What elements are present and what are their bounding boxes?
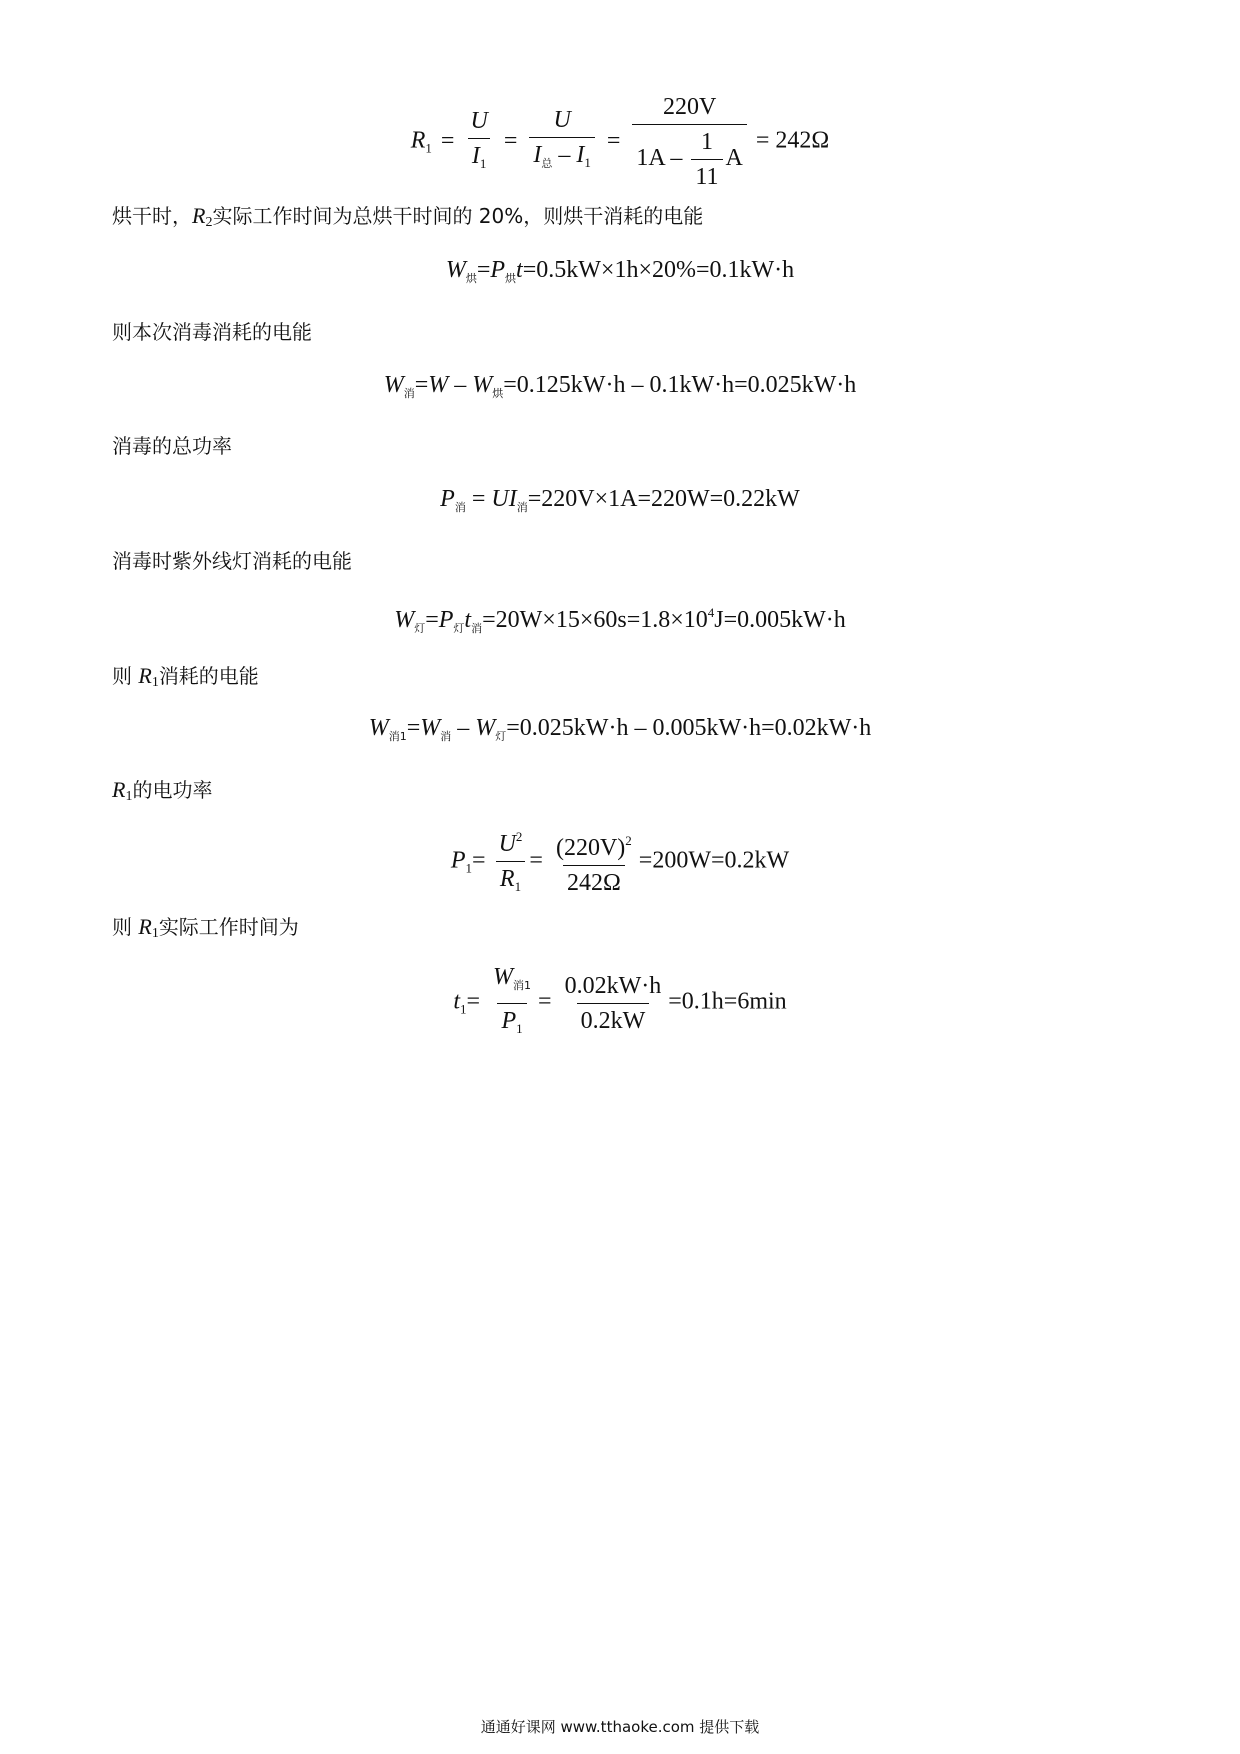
text-line-2: 则本次消毒消耗的电能 [112,320,312,344]
fraction-u-over-idiff: $\frac{U}{I_总 - I_1}$ [529,105,595,179]
fraction-energy-over-power: $\frac{0.02kW\cdot h}{0.2kW}$ [564,972,662,1034]
var-u: U [553,107,571,133]
text-line-6: $R_1$的电功率 [112,777,213,804]
denominator-a: 1A [636,145,665,172]
text-line-3: 消毒的总功率 [112,434,232,458]
text-line-4: 消毒时紫外线灯消耗的电能 [112,549,352,573]
result: = 242Ω [755,127,830,154]
subscript: 1 [425,140,432,156]
equation-t1: $t_1=$ $\frac{W_{消1}}{P_1}$ = $\frac{0.02kW\cdot h}{0.2kW}$ =0.1h=6min [0,962,1240,1044]
fraction-u-over-i1 [466,106,491,179]
var-i: I [533,142,542,168]
text-line-5: 则 $R_1$消耗的电能 [112,663,259,690]
equation-w-xiao1: $W_{消1}=W_消 - W_灯=0.025kW\cdot h - 0.005kW\cdot h=0.02kW\cdot h$ [368,715,872,743]
equation-p-xiao: $P_消 = UI_消=220V\times 1A=220W=0.22kW$ [440,486,800,514]
subscript: 1 [584,155,591,170]
equation-p1: $P_1=$ $\frac{U^2}{R_1}$ = $\frac{(220V)^2}{242\Omega}$ =200W=0.2kW [0,822,1240,902]
fraction-220v: 220V 1A – $\frac{1}{11}$ A [632,92,746,192]
var-i: I [471,142,480,169]
subscript: 总 [541,157,553,170]
text-line-1: 烘干时，$R_2$实际工作时间为总烘干时间的 20%，则烘干消耗的电能 [112,203,704,230]
page-footer: 通通好课网 www.tthaoke.com 提供下载 [480,1718,760,1736]
fraction-u2-over-r1: $\frac{U^2}{R_1}$ [495,822,527,902]
unit: A [725,145,743,172]
fraction-one-eleventh: $\frac{1}{11}$ [691,127,722,192]
equation-w-deng: $W_灯=P_灯t_消=20W\times 15\times 60s=1.8\times 10^4J=0.005kW\cdot h$ [394,605,846,635]
fraction-220v-squared: $\frac{(220V)^2}{242\Omega}$ [555,833,632,896]
subscript: 1 [479,155,487,171]
var-i: I [576,142,585,168]
numerator: 220V [662,94,717,120]
equation-r1: $R_1$ = $\frac{U}{I_1}$ = $\frac{U}{I_总 - I_1}$ = 220V 1A – $\frac{1}{11}$ A = 242Ω [410,94,830,190]
fraction-w-over-p1: $\frac{W_{消1}}{P_1}$ [489,962,535,1044]
equation-w-xiao: $W_消=W - W_烘=0.125kW\cdot h - 0.1kW\cdot h=0.025kW\cdot h$ [383,372,857,400]
var-u: U [470,107,488,134]
equation-w-hong: $W_烘=P_烘t=0.5kW\times 1h\times 20\%=0.1kW\cdot h$ [445,257,795,285]
var-r: R [410,127,426,154]
text-line-7: 则 $R_1$实际工作时间为 [112,914,299,941]
